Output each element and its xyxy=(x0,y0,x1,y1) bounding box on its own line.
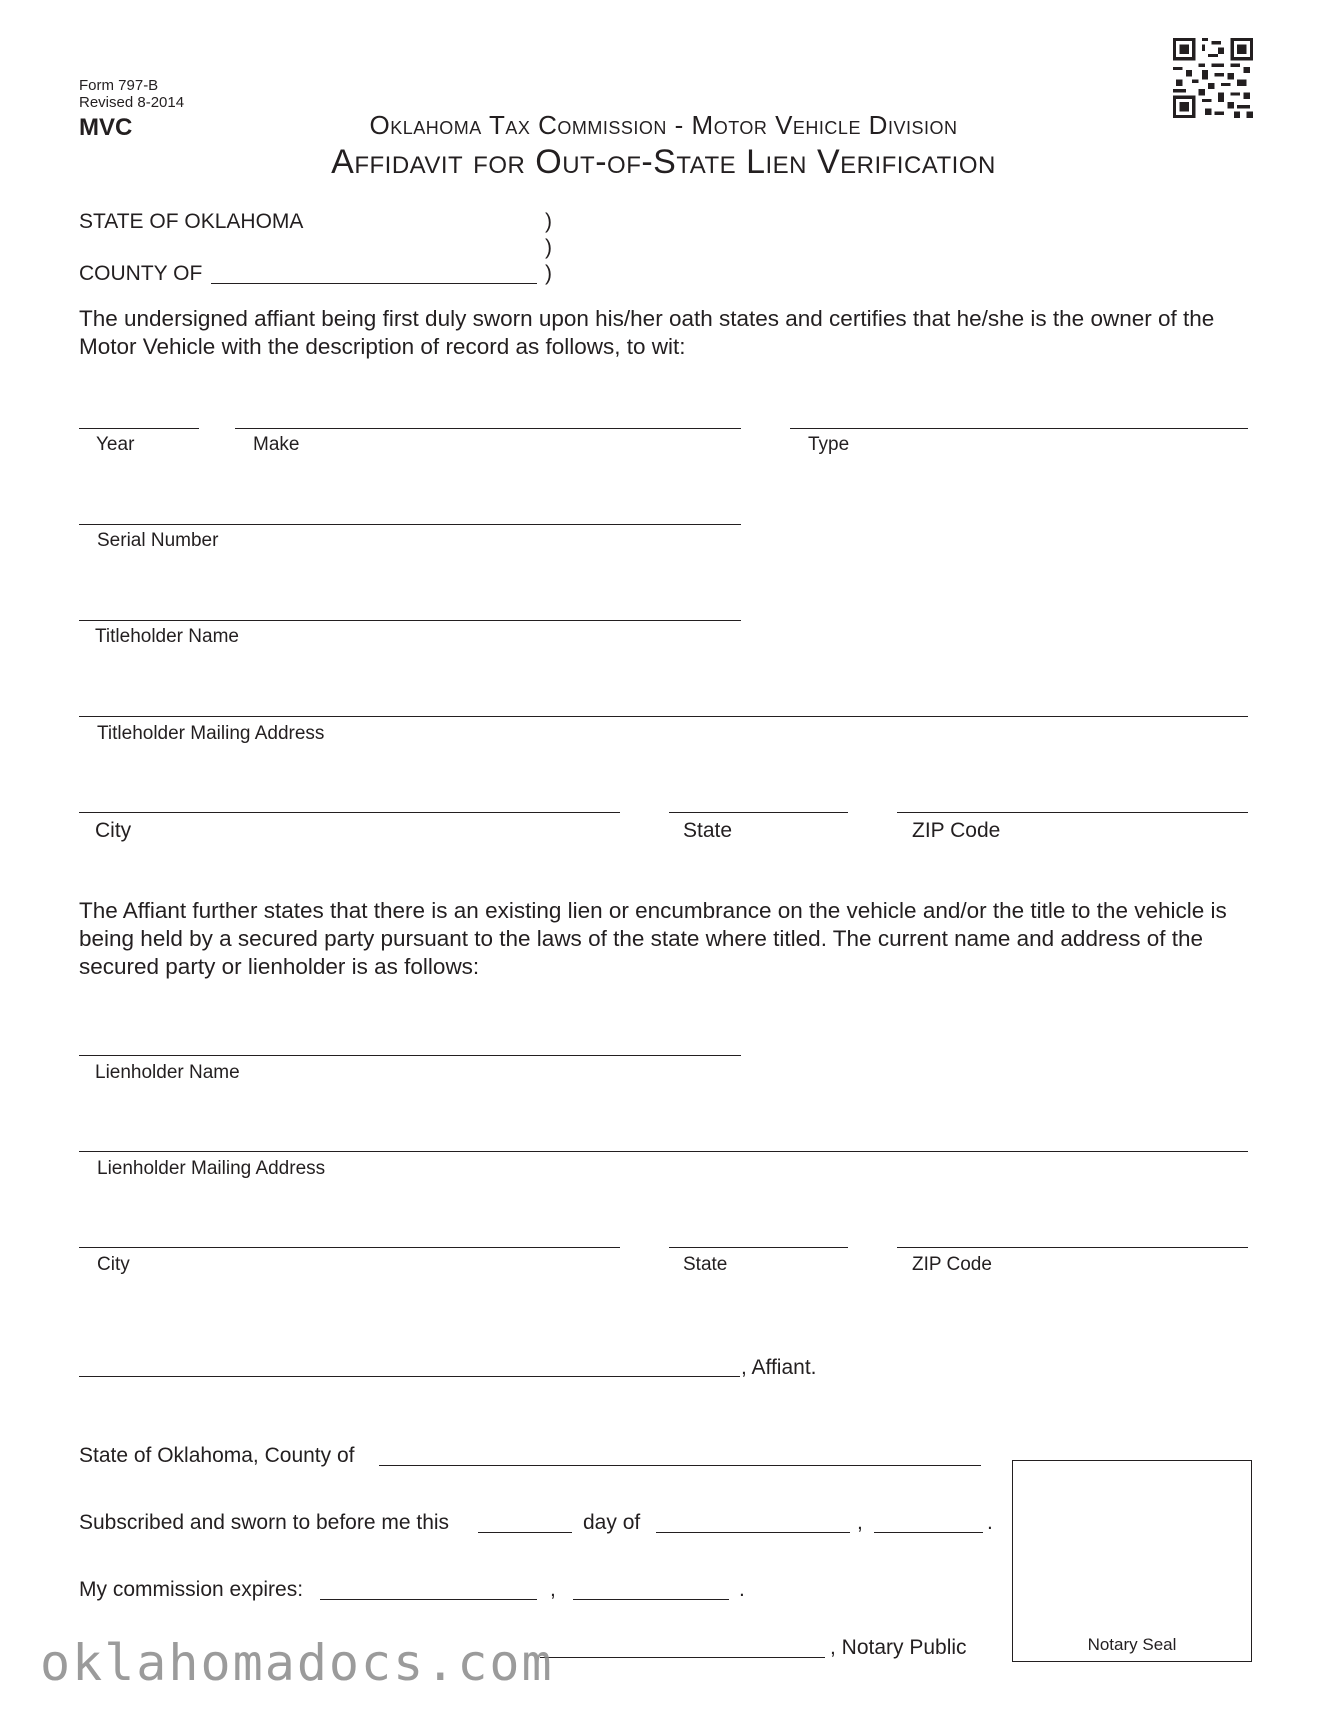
form-title: Affidavit for Out-of-State Lien Verification xyxy=(331,143,996,181)
watermark: oklahomadocs.com xyxy=(40,1634,554,1692)
notary-public-label: , Notary Public xyxy=(830,1636,967,1659)
serial-number-label: Serial Number xyxy=(97,530,219,551)
year-field[interactable] xyxy=(79,428,199,429)
commission-period: . xyxy=(739,1578,745,1601)
division-code: MVC xyxy=(79,114,133,141)
lienholder-state-field[interactable] xyxy=(669,1247,848,1248)
titleholder-state-field[interactable] xyxy=(669,812,848,813)
lienholder-name-label: Lienholder Name xyxy=(95,1062,240,1083)
agency-name: Oklahoma Tax Commission - Motor Vehicle Division xyxy=(369,110,958,140)
year-label: Year xyxy=(96,434,135,455)
lienholder-state-label: State xyxy=(683,1254,728,1275)
sworn-label: Subscribed and sworn to before me this xyxy=(79,1511,450,1534)
sworn-year-field[interactable] xyxy=(874,1532,983,1533)
venue-paren-2: ) xyxy=(545,236,552,259)
lienholder-zip-field[interactable] xyxy=(897,1247,1248,1248)
commission-comma: , xyxy=(550,1578,556,1601)
revised-date: Revised 8-2014 xyxy=(79,94,185,111)
lienholder-city-field[interactable] xyxy=(79,1247,620,1248)
sworn-period: . xyxy=(987,1511,993,1534)
form-number: Form 797-B xyxy=(79,77,159,94)
commission-label: My commission expires: xyxy=(79,1578,304,1601)
commission-year-field[interactable] xyxy=(573,1599,729,1600)
lien-paragraph: The Affiant further states that there is an existing lien or encumbrance on the vehicle and/or the title to the vehicle is being held by a secured party pursuant to the laws of the state where titled. The current name and address of the secured party or lienholder is as follows: xyxy=(79,898,1227,979)
commission-date-field[interactable] xyxy=(320,1599,537,1600)
make-label: Make xyxy=(253,434,300,455)
qr-code-icon xyxy=(1173,38,1253,118)
day-of-label: day of xyxy=(583,1511,641,1534)
intro-paragraph: The undersigned affiant being first duly sworn upon his/her oath states and certifies that he/she is the owner of the Motor Vehicle with the description of record as follows, to wit: xyxy=(79,306,1215,359)
venue-paren-3: ) xyxy=(545,262,552,285)
affiant-signature-field[interactable] xyxy=(79,1376,740,1377)
titleholder-zip-label: ZIP Code xyxy=(912,819,1001,842)
lienholder-name-field[interactable] xyxy=(79,1055,741,1056)
county-field[interactable] xyxy=(211,283,537,284)
make-field[interactable] xyxy=(235,428,741,429)
notary-signature-field[interactable] xyxy=(540,1657,825,1658)
serial-number-field[interactable] xyxy=(79,524,741,525)
notary-county-label: State of Oklahoma, County of xyxy=(79,1444,355,1467)
titleholder-name-label: Titleholder Name xyxy=(95,626,239,647)
sworn-comma: , xyxy=(857,1511,863,1534)
type-label: Type xyxy=(808,434,850,455)
titleholder-zip-field[interactable] xyxy=(897,812,1248,813)
type-field[interactable] xyxy=(790,428,1248,429)
notary-seal-label: Notary Seal xyxy=(1087,1635,1177,1654)
lienholder-zip-label: ZIP Code xyxy=(912,1254,992,1275)
venue-paren-1: ) xyxy=(545,210,552,233)
titleholder-name-field[interactable] xyxy=(79,620,741,621)
sworn-day-field[interactable] xyxy=(478,1532,572,1533)
sworn-month-field[interactable] xyxy=(656,1532,850,1533)
titleholder-state-label: State xyxy=(683,819,733,842)
notary-county-field[interactable] xyxy=(379,1465,981,1466)
titleholder-address-label: Titleholder Mailing Address xyxy=(97,723,325,744)
titleholder-city-label: City xyxy=(95,819,132,842)
titleholder-city-field[interactable] xyxy=(79,812,620,813)
venue-state: STATE OF OKLAHOMA xyxy=(79,210,304,233)
lienholder-city-label: City xyxy=(97,1254,130,1275)
lienholder-address-label: Lienholder Mailing Address xyxy=(97,1158,326,1179)
notary-seal-box xyxy=(1012,1460,1252,1662)
lienholder-address-field[interactable] xyxy=(79,1151,1248,1152)
venue-county-label: COUNTY OF xyxy=(79,262,203,285)
affiant-label: , Affiant. xyxy=(741,1356,817,1379)
titleholder-address-field[interactable] xyxy=(79,716,1248,717)
